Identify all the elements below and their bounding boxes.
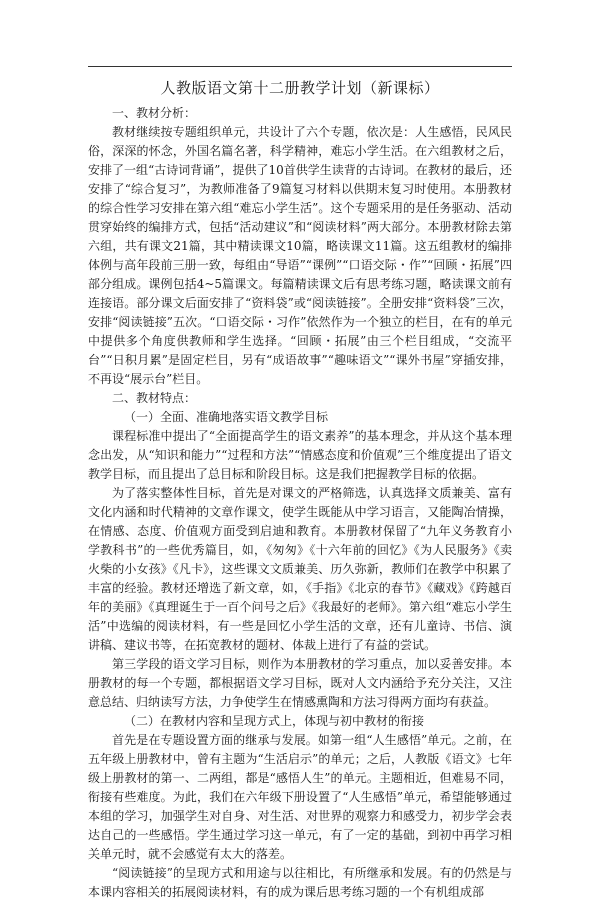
paragraph-analysis: 教材继续按专题组织单元，共设计了六个专题，依次是：人生感悟，民风民俗，深深的怀念，外国名篇名著，科学精神，难忘小学生活。在六组教材之后，安排了一组“古诗词背诵”，提供了10首供学生读背的古诗词。在教材的最后，还安排了“综合复习”，为教师准备了9篇复习材料以供期末复习时使用。本册教材的综合性学习安排在第六组“难忘小学生活”。这个专题采用的是任务驱动、活动贯穿始终的编排方式，包括“活动建议”和“阅读材料”两大部分。本册教材除去第六组，共有课文21篇，其中精读课文10篇，略读课文11篇。这五组教材的编排体例与高年段前三册一致，每组由“导语”“课例”“口语交际・作”“回顾・拓展”四部分组成。课例包括4~5篇课文。每篇精读课文后有思考练习题，略读课文前有连接语。部分课文后面安排了“资料袋”或“阅读链接”。全册安排“资料袋”三次，安排“阅读链接”五次。“口语交际・习作”依然作为一个独立的栏目，在有的单元中提供多个角度供教师和学生选择。“回顾・拓展”由三个栏目组成，“交流平台”“日积月累”是固定栏目，另有“成语故事”“趣味语文”“课外书屋”穿插安排，不再设“展示台”栏目。: [88, 125, 512, 386]
subsection-heading-goals: （一）全面、准确地落实语文教学目标: [124, 410, 329, 424]
paragraph-bridging-1: 首先是在专题设置方面的继承与发展。如第一组“人生感悟”单元。之前，在五年级上册教材中，曾有主题为“生活启示”的单元；之后，人教版《语文》七年级上册教材的第一、二两组，都是“感悟人生”的单元。主题相近，但难易不同，衔接有些难度。为此，我们在六年级下册设置了“人生感悟”单元，希望能够通过本组的学习，加强学生对自身、对生活、对世界的观察力和感受力，初步学会表达自己的一些感悟。学生通过学习这一单元，有了一定的基础，到初中再学习相关单元时，就不会感觉有太大的落差。: [88, 733, 512, 861]
section-heading-analysis: 一、教材分析：: [112, 106, 197, 120]
header-rule: [88, 66, 512, 67]
paragraph-bridging-2: “阅读链接”的呈现方式和用途与以往相比，有所继承和发展。有的仍然是与本课内容相关的拓展阅读材料，有的成为课后思考练习题的一个有机组成部: [88, 866, 512, 899]
document-title: 人教版语文第十二册教学计划（新课标）: [160, 79, 440, 97]
section-heading-features: 二、教材特点：: [112, 391, 197, 405]
subsection-heading-bridging: （二）在教材内容和呈现方式上，体现与初中教材的衔接: [124, 714, 425, 728]
paragraph-goals-2: 为了落实整体性目标，首先是对课文的严格筛选，认真选择文质兼美、富有文化内涵和时代精神的文章作课文，使学生既能从中学习语言，又能陶冶情操，在情感、态度、价值观方面受到启迪和教育。本册教材保留了“九年义务教育小学教科书”的一些优秀篇目，如，《匆匆》《十六年前的回忆》《为人民服务》《卖火柴的小女孩》《凡卡》，这些课文文质兼美、历久弥新，教师们在教学中积累了丰富的经验。教材还增选了新文章，如，《手指》《北京的春节》《藏戏》《跨越百年的美丽》《真理诞生于一百个问号之后》《我最好的老师》。第六组“难忘小学生活”中选编的阅读材料，有一些是回忆小学生活的文章，还有儿童诗、书信、演讲稿、建议书等，在拓宽教材的题材、体裁上进行了有益的尝试。: [88, 486, 512, 652]
document-body: [88, 104, 512, 902]
paragraph-goals-1: 课程标准中提出了“全面提高学生的语文素养”的基本理念，并从这个基本理念出发，从“知识和能力”“过程和方法”“情感态度和价值观”三个维度提出了语文教学目标，而且提出了总目标和阶段目标。这是我们把握教学目标的依据。: [88, 429, 512, 481]
paragraph-goals-3: 第三学段的语文学习目标，则作为本册教材的学习重点，加以妥善安排。本册教材的每一个专题，都根据语文学习目标，既对人文内涵给予充分关注，又注意总结、归纳读写方法，力争使学生在情感熏陶和方法习得两方面均有获益。: [88, 657, 512, 709]
